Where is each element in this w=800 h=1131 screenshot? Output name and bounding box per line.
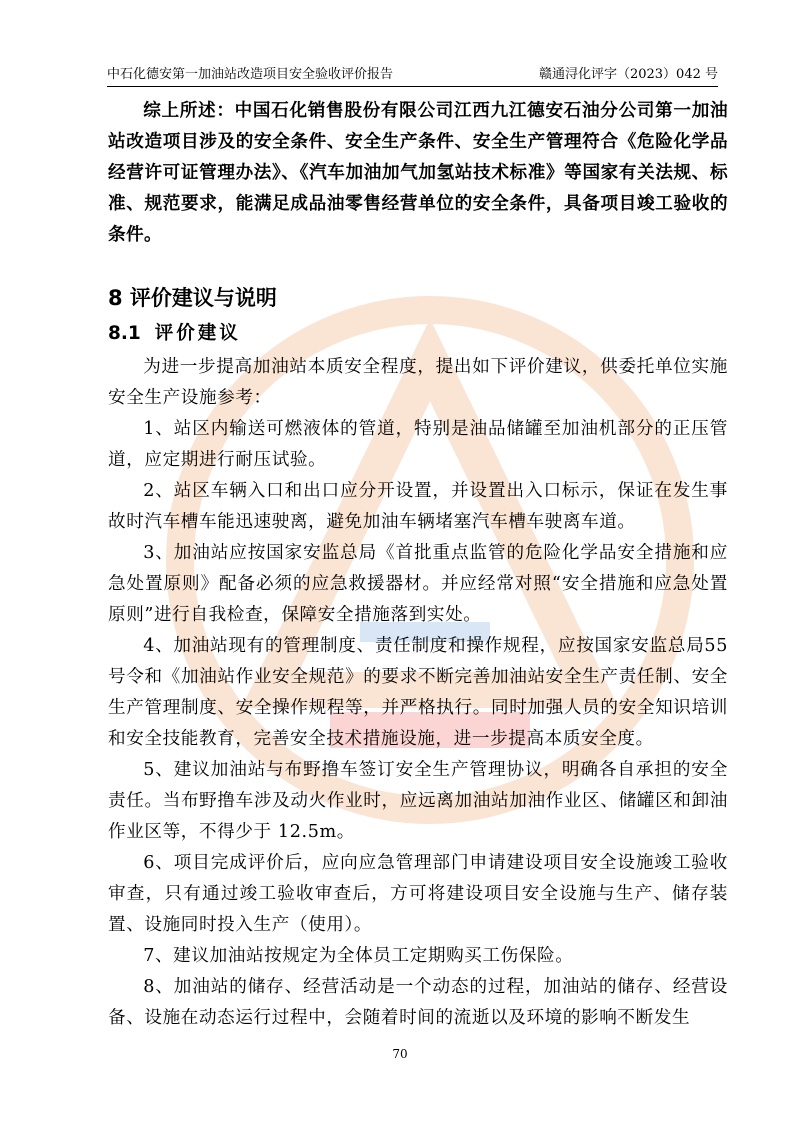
- paragraph-item-7: 7、建议加油站按规定为全体员工定期购买工伤保险。: [143, 946, 574, 966]
- paragraph-item-6: 6、项目完成评价后，应向应急管理部门申请建设项目安全设施竣工验收审查，只有通过竣工验收审查后，方可将建设项目安全设施与生产、储存装置、设施同时投入生产（使用）。: [108, 853, 728, 935]
- paragraph-item-1: 1、站区内输送可燃液体的管道，特别是油品储罐至加油机部分的正压管道，应定期进行耐压试验。: [108, 419, 728, 470]
- subsection-heading: [108, 317, 728, 350]
- header-doc-number: 赣通浔化评字（2023）042 号: [538, 67, 718, 82]
- paragraph-intro: 为进一步提高加油站本质安全程度，提出如下评价建议，供委托单位实施安全生产设施参考：: [108, 357, 728, 408]
- header-title: 中石化德安第一加油站改造项目安全验收评价报告: [107, 67, 394, 82]
- section-heading: 8 评价建议与说明: [108, 286, 277, 310]
- paragraph-item-5: 5、建议加油站与布野撸车签订安全生产管理协议，明确各自承担的安全责任。当布野撸车涉及动火作业时，应远离加油站加油作业区、储罐区和卸油作业区等，不得少于 12.5m。: [108, 760, 728, 842]
- paragraph-item-4: 4、加油站现有的管理制度、责任制度和操作规程，应按国家安监总局55 号令和《加油站作业安全规范》的要求不断完善加油站安全生产责任制、安全生产管理制度、安全操作规程等，并严格执行。同时加强人员的安全知识培训和安全技能教育，完善安全技术措施设施，进一步提高本质安全度。: [108, 636, 728, 749]
- conclusion-paragraph: 综上所述：中国石化销售股份有限公司江西九江德安石油分公司第一加油站改造项目涉及的安全条件、安全生产条件、安全生产管理符合《危险化学品经营许可证管理办法》、《汽车加油加气加氢站技术标准》等国家有关法规、标准、规范要求，能满足成品油零售经营单位的安全条件，具备项目竣工验收的条件。: [108, 101, 728, 245]
- paragraph-item-8: 8、加油站的储存、经营活动是一个动态的过程，加油站的储存、经营设备、设施在动态运行过程中，会随着时间的流逝以及环境的影响不断发生: [108, 977, 728, 1028]
- subsection-number: 8.1: [108, 323, 141, 344]
- page-number: 70: [392, 1047, 408, 1061]
- subsection-title: 评价建议: [154, 323, 241, 344]
- paragraph-item-3: 3、加油站应按国家安监总局《首批重点监管的危险化学品安全措施和应急处置原则》配备必须的应急救援器材。并应经常对照“安全措施和应急处置原则”进行自我检查，保障安全措施落到实处。: [108, 543, 728, 625]
- paragraph-item-2: 2、站区车辆入口和出口应分开设置，并设置出入口标示，保证在发生事故时汽车槽车能迅速驶离，避免加油车辆堵塞汽车槽车驶离车道。: [108, 481, 728, 532]
- page-header: [107, 64, 718, 87]
- page-content: [108, 96, 728, 1034]
